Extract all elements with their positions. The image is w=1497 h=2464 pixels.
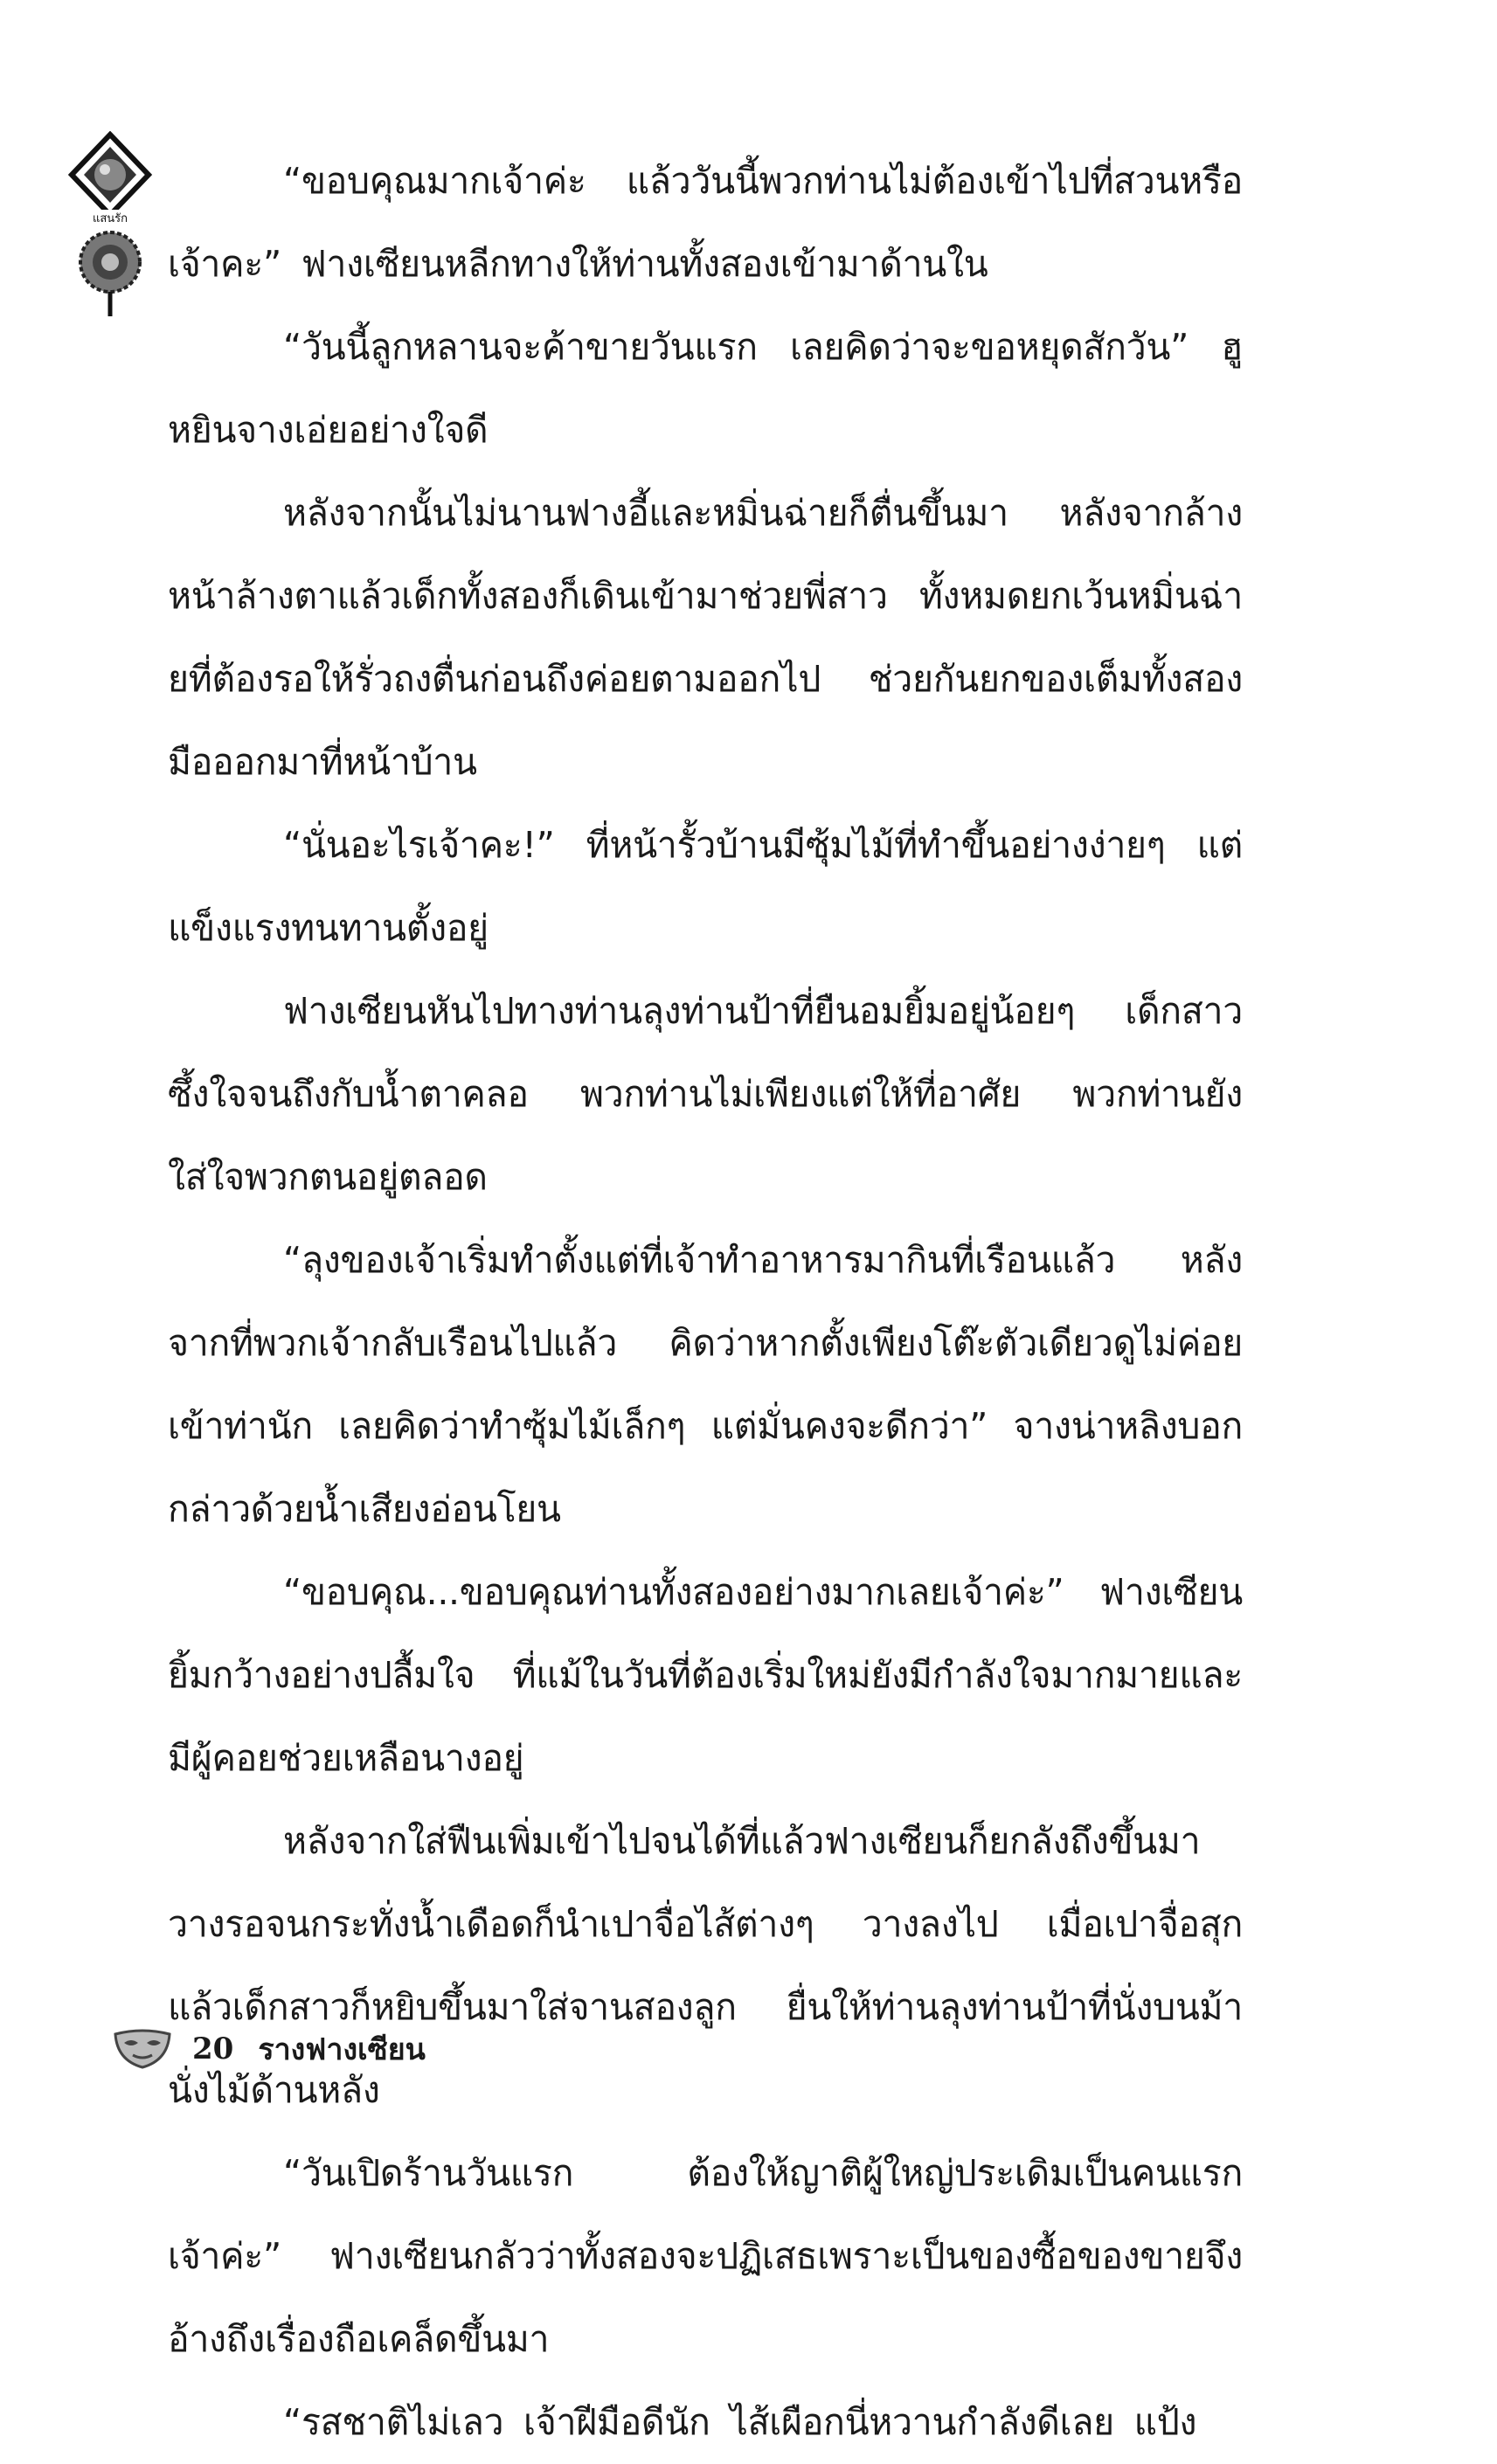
paragraph: “ขอบคุณ...ขอบคุณท่านทั้งสองอย่างมากเลยเจ้าค่ะ” ฟางเซียนยิ้มกว้างอย่างปลื้มใจ ที่แม้ในวันที่ต้องเริ่มใหม่ยังมีกำลังใจมากมายและมีผู้คอยช่วยเหลือนางอยู่	[168, 1571, 1243, 1779]
paragraph: “วันเปิดร้านวันแรก ต้องให้ญาติผู้ใหญ่ประเดิมเป็นคนแรกเจ้าค่ะ” ฟางเซียนกลัวว่าทั้งสองจะปฏิเสธเพราะเป็นของซื้อของขายจึงอ้างถึงเรื่องถือเคล็ดขึ้นมา	[168, 2152, 1243, 2360]
paragraph: “นั่นอะไรเจ้าคะ!” ที่หน้ารั้วบ้านมีซุ้มไม้ที่ทำขึ้นอย่างง่ายๆ แต่แข็งแรงทนทานตั้งอยู่	[168, 824, 1243, 949]
paragraph: “ลุงของเจ้าเริ่มทำตั้งแต่ที่เจ้าทำอาหารมากินที่เรือนแล้ว หลังจากที่พวกเจ้ากลับเรือนไปแล้ว คิดว่าหากตั้งเพียงโต๊ะตัวเดียวดูไม่ค่อยเข้าท่านัก เลยคิดว่าทำซุ้มไม้เล็กๆ แต่มั่นคงจะดีกว่า” จางน่าหลิงบอกกล่าวด้วยน้ำเสียงอ่อนโยน	[168, 1239, 1243, 1530]
paragraph: “วันนี้ลูกหลานจะค้าขายวันแรก เลยคิดว่าจะขอหยุดสักวัน” ฮูหยินจางเอ่ยอย่างใจดี	[168, 326, 1243, 451]
body-text	[168, 140, 1243, 2464]
paragraph: หลังจากนั้นไม่นานฟางอี้และหมิ่นฉ่ายก็ตื่นขึ้นมา หลังจากล้างหน้าล้างตาแล้วเด็กทั้งสองก็เดินเข้ามาช่วยพี่สาว ทั้งหมดยกเว้นหมิ่นฉ่ายที่ต้องรอให้รั่วถงตื่นก่อนถึงค่อยตามออกไป ช่วยกันยกของเต็มทั้งสองมือออกมาที่หน้าบ้าน	[168, 492, 1243, 783]
ornament-label: แสนรัก	[92, 212, 128, 225]
page-footer	[112, 2018, 426, 2080]
diamond-seal-with-tassel-icon	[58, 131, 163, 319]
paragraph: หลังจากใส่ฟืนเพิ่มเข้าไปจนได้ที่แล้วฟางเซียนก็ยกลังถึงขึ้นมาวางรอจนกระทั่งน้ำเดือดก็นำเปาจื่อไส้ต่างๆ วางลงไป เมื่อเปาจื่อสุกแล้วเด็กสาวก็หยิบขึ้นมาใส่จานสองลูก ยื่นให้ท่านลุงท่านป้าที่นั่งบนม้านั่งไม้ด้านหลัง	[168, 1820, 1243, 2111]
paragraph: ฟางเซียนหันไปทางท่านลุงท่านป้าที่ยืนอมยิ้มอยู่น้อยๆ เด็กสาวซึ้งใจจนถึงกับน้ำตาคลอ พวกท่านไม่เพียงแต่ให้ที่อาศัย พวกท่านยังใส่ใจพวกตนอยู่ตลอด	[168, 990, 1243, 1198]
theater-mask-icon	[112, 2027, 173, 2071]
paragraph: “รสชาติไม่เลว เจ้าฝีมือดีนัก ไส้เผือกนี่หวานกำลังดีเลย แป้ง	[283, 2401, 1197, 2443]
page-number: 20	[192, 2031, 234, 2066]
chapter-ornament	[58, 131, 163, 319]
book-title: รางฟางเซียน	[258, 2032, 426, 2067]
paragraph: “ขอบคุณมากเจ้าค่ะ แล้ววันนี้พวกท่านไม่ต้องเข้าไปที่สวนหรือเจ้าคะ” ฟางเซียนหลีกทางให้ท่านทั้งสองเข้ามาด้านใน	[168, 160, 1243, 285]
